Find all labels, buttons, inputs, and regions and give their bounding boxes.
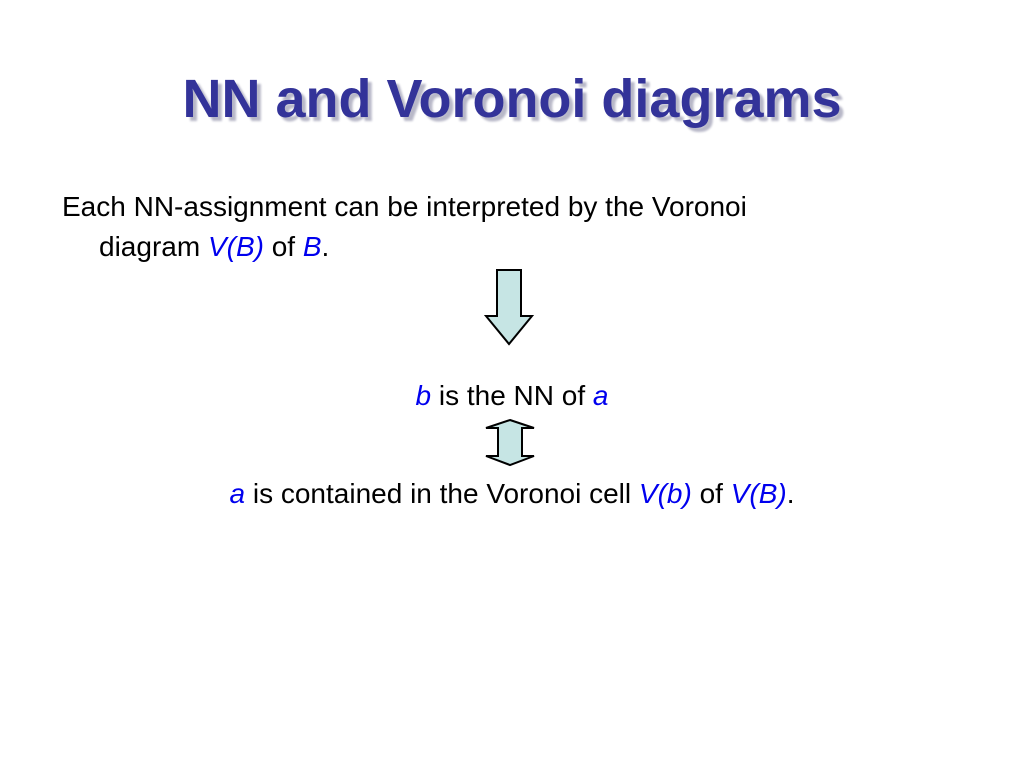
voronoi-cell-var: V(b) bbox=[638, 478, 692, 509]
nn-statement bbox=[0, 376, 1024, 416]
down-arrow-icon bbox=[484, 268, 534, 348]
bullet-paragraph bbox=[62, 187, 962, 267]
voronoi-cell-text-3: . bbox=[786, 478, 795, 509]
bullet-line-2 bbox=[62, 227, 962, 267]
voronoi-diagram-var-2: V(B) bbox=[730, 478, 787, 509]
bullet-line-1: Each NN-assignment can be interpreted by the Voronoi bbox=[62, 191, 747, 222]
slide-title: NN and Voronoi diagrams bbox=[182, 69, 842, 129]
point-b-var: b bbox=[415, 380, 432, 411]
bullet-line-2-mid: of bbox=[263, 231, 303, 262]
bullet-line-2-suffix: . bbox=[321, 231, 330, 262]
point-a-var: a bbox=[592, 380, 609, 411]
bullet-line-2-prefix: diagram bbox=[99, 231, 208, 262]
voronoi-cell-text-2: of bbox=[691, 478, 731, 509]
up-down-arrow-icon bbox=[484, 418, 536, 468]
point-a-var-2: a bbox=[229, 478, 246, 509]
set-b-var: B bbox=[302, 231, 322, 262]
voronoi-diagram-var: V(B) bbox=[207, 231, 264, 262]
voronoi-cell-statement bbox=[0, 474, 1024, 514]
voronoi-cell-text-1: is contained in the Voronoi cell bbox=[245, 478, 639, 509]
nn-statement-text: is the NN of bbox=[431, 380, 593, 411]
